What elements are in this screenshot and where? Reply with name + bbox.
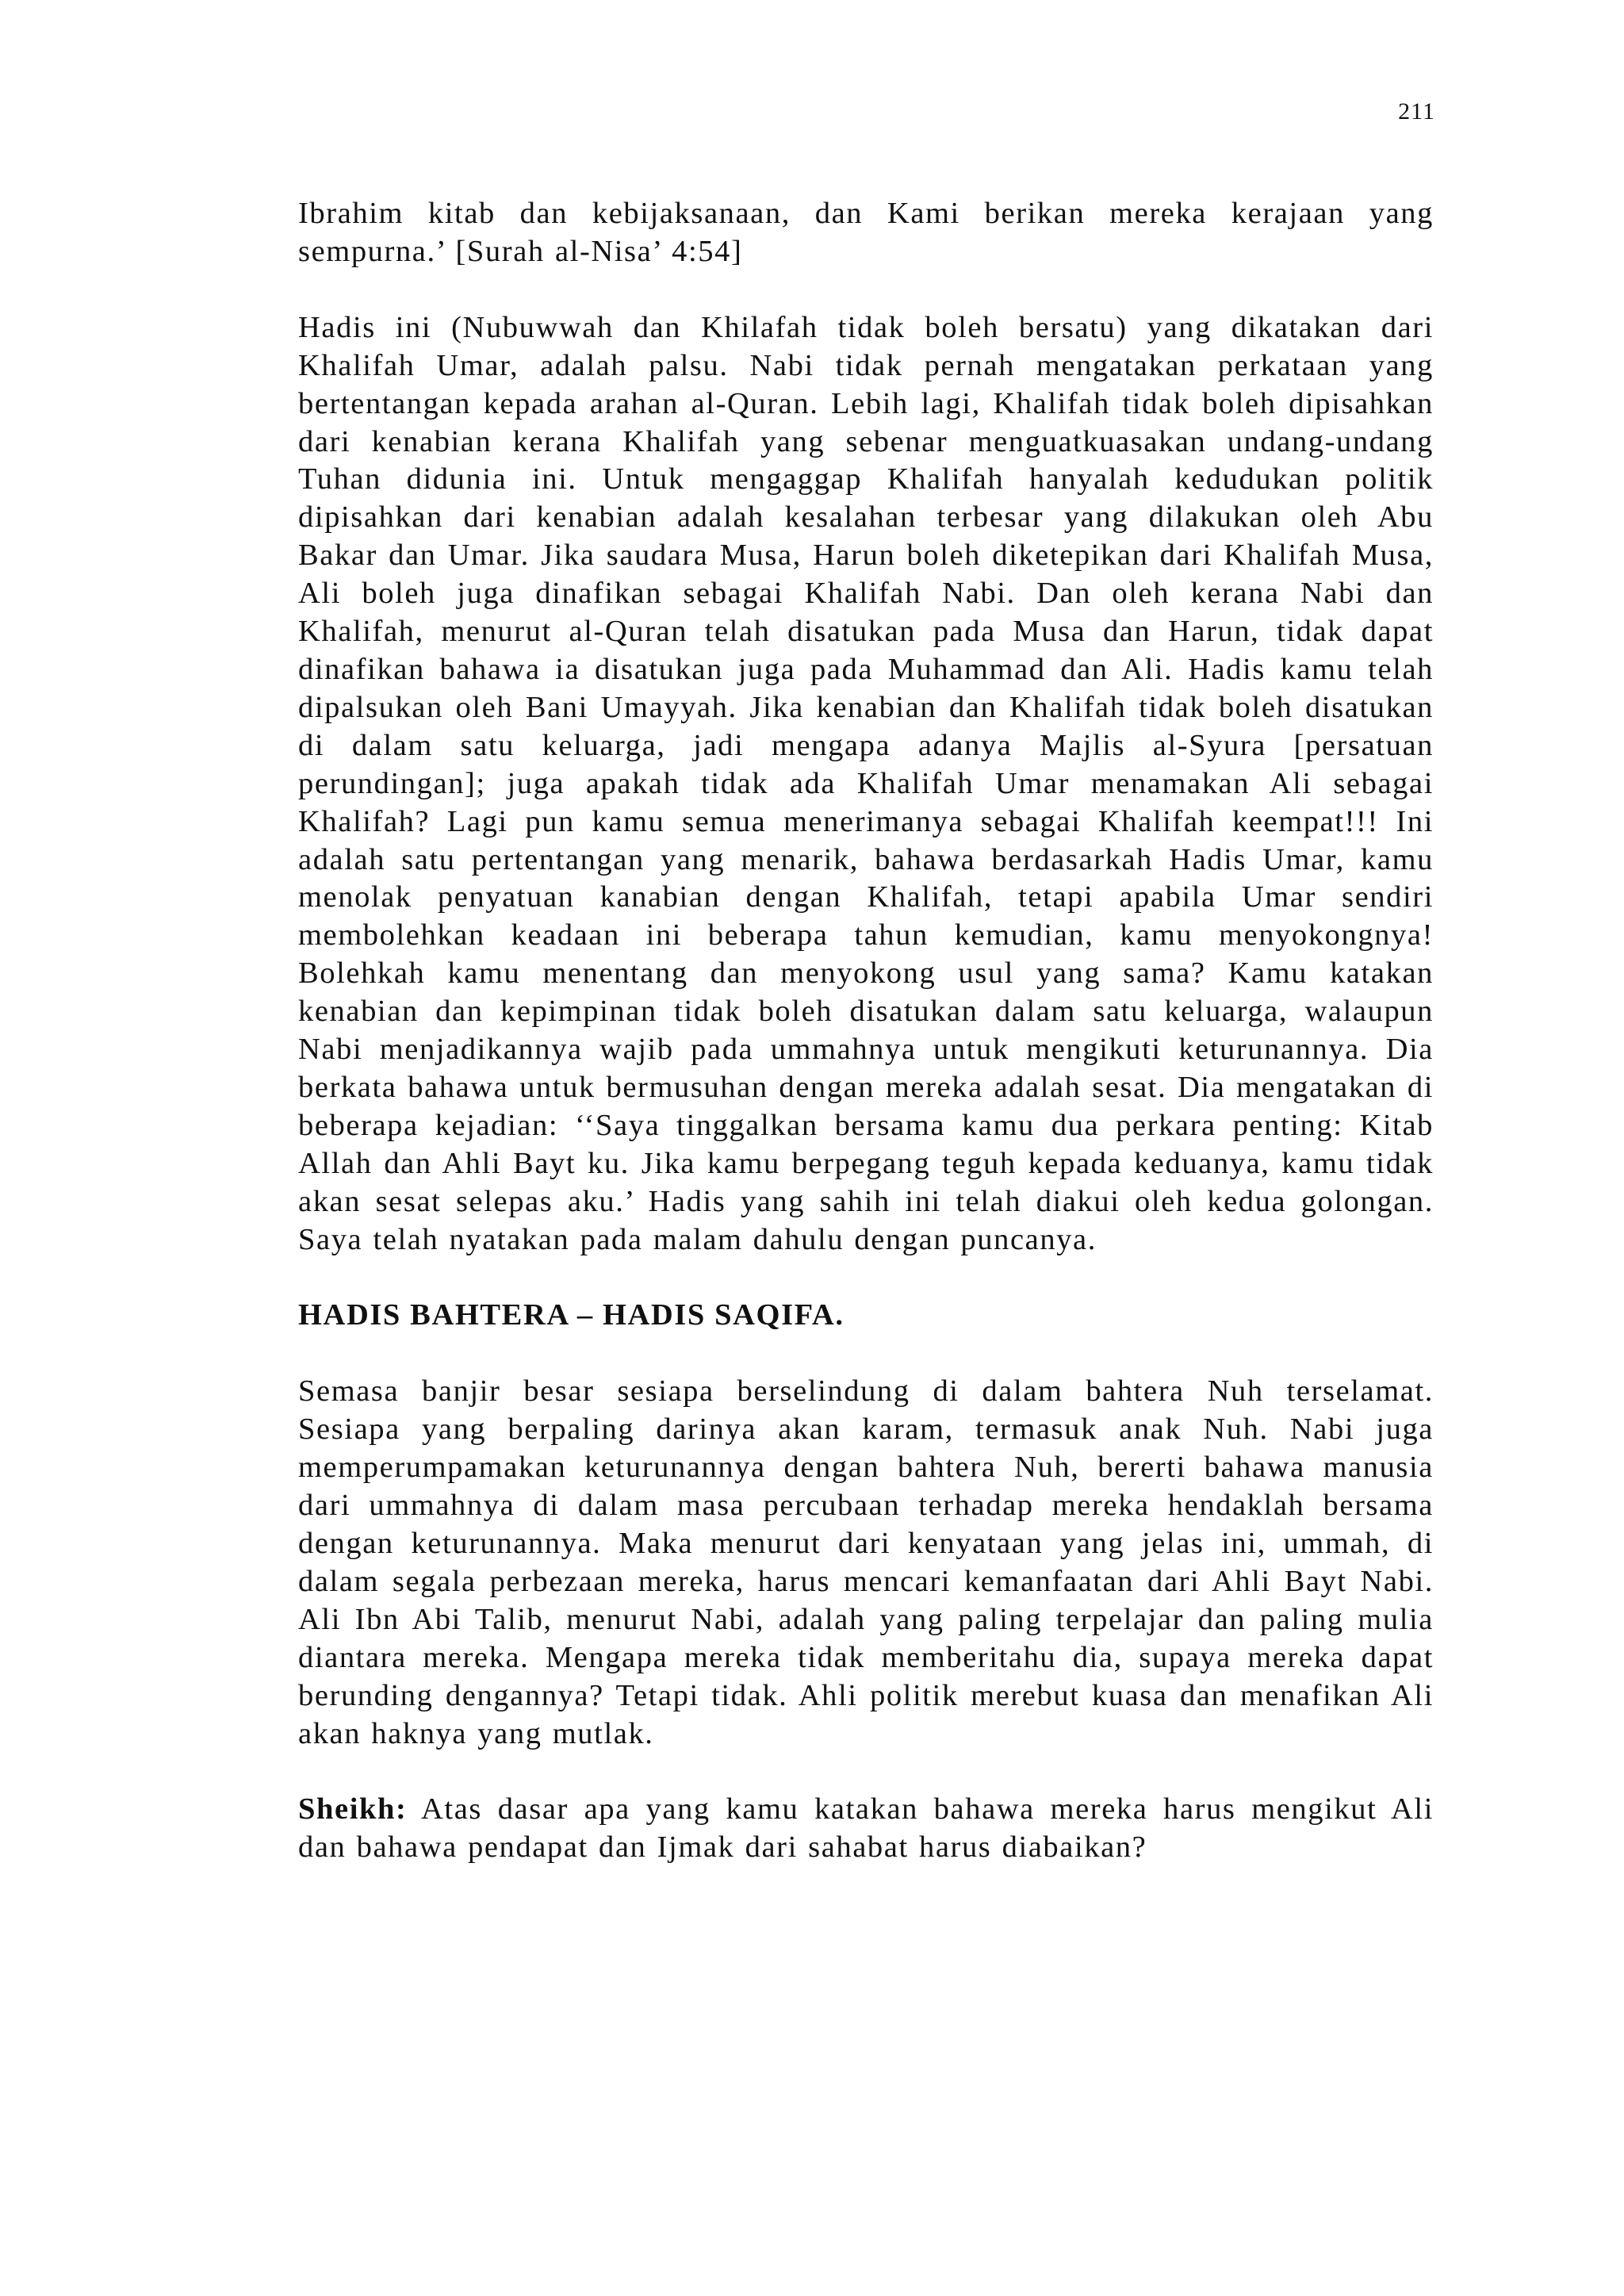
page-number: 211	[1398, 98, 1435, 125]
paragraph-sheikh-question	[298, 1791, 1434, 1867]
speaker-text: Atas dasar apa yang kamu katakan bahawa mereka harus mengikut Ali dan bahawa pendapat dan Ijmak dari sahabat harus diabaikan?	[298, 1792, 1434, 1865]
paragraph-quran-quote: Ibrahim kitab dan kebijaksanaan, dan Kami berikan mereka kerajaan yang sempurna.’ [Surah al-Nisa’ 4:54]	[298, 197, 1434, 268]
paragraph-ark-hadith: Semasa banjir besar sesiapa berselindung di dalam bahtera Nuh terselamat. Sesiapa yang berpaling darinya akan karam, termasuk anak Nuh. Nabi juga memperumpamakan keturunannya dengan bahtera Nuh, bererti bahawa manusia dari ummahnya di dalam masa percubaan terhadap mereka hendaklah bersama dengan keturunannya. Maka menurut dari kenyataan yang jelas ini, ummah, di dalam segala perbezaan mereka, harus mencari kemanfaatan dari Ahli Bayt Nabi. Ali Ibn Abi Talib, menurut Nabi, adalah yang paling terpelajar dan paling mulia diantara mereka. Mengapa mereka tidak memberitahu dia, supaya mereka dapat berunding dengannya? Tetapi tidak. Ahli politik merebut kuasa dan menafikan Ali akan haknya yang mutlak.	[298, 1374, 1434, 1750]
page-body	[298, 195, 1434, 1867]
paragraph-hadith-argument: Hadis ini (Nubuwwah dan Khilafah tidak boleh bersatu) yang dikatakan dari Khalifah Umar, adalah palsu. Nabi tidak pernah mengatakan perkataan yang bertentangan kepada arahan al-Quran. Lebih lagi, Khalifah tidak boleh dipisahkan dari kenabian kerana Khalifah yang sebenar menguatkuasakan undang-undang Tuhan didunia ini. Untuk mengaggap Khalifah hanyalah kedudukan politik dipisahkan dari kenabian adalah kesalahan terbesar yang dilakukan oleh Abu Bakar dan Umar. Jika saudara Musa, Harun boleh diketepikan dari Khalifah Musa, Ali boleh juga dinafikan sebagai Khalifah Nabi. Dan oleh kerana Nabi dan Khalifah, menurut al-Quran telah disatukan pada Musa dan Harun, tidak dapat dinafikan bahawa ia disatukan juga pada Muhammad dan Ali. Hadis kamu telah dipalsukan oleh Bani Umayyah. Jika kenabian dan Khalifah tidak boleh disatukan di dalam satu keluarga, jadi mengapa adanya Majlis al-Syura [persatuan perundingan]; juga apakah tidak ada Khalifah Umar menamakan Ali sebagai Khalifah? Lagi pun kamu semua menerimanya sebagai Khalifah keempat!!! Ini adalah satu pertentangan yang menarik, bahawa berdasarkah Hadis Umar, kamu menolak penyatuan kanabian dengan Khalifah, tetapi apabila Umar sendiri membolehkan keadaan ini beberapa tahun kemudian, kamu menyokongnya! Bolehkah kamu menentang dan menyokong usul yang sama? Kamu katakan kenabian dan kepimpinan tidak boleh disatukan dalam satu keluarga, walaupun Nabi menjadikannya wajib pada ummahnya untuk mengikuti keturunannya. Dia berkata bahawa untuk bermusuhan dengan mereka adalah sesat. Dia mengatakan di beberapa kejadian: ‘‘Saya tinggalkan bersama kamu dua perkara penting: Kitab Allah dan Ahli Bayt ku. Jika kamu berpegang teguh kepada keduanya, kamu tidak akan sesat selepas aku.’ Hadis yang sahih ini telah diakui oleh kedua golongan. Saya telah nyatakan pada malam dahulu dengan puncanya.	[298, 310, 1434, 1256]
section-heading: HADIS BAHTERA – HADIS SAQIFA.	[298, 1298, 845, 1332]
speaker-label: Sheikh:	[298, 1792, 408, 1826]
